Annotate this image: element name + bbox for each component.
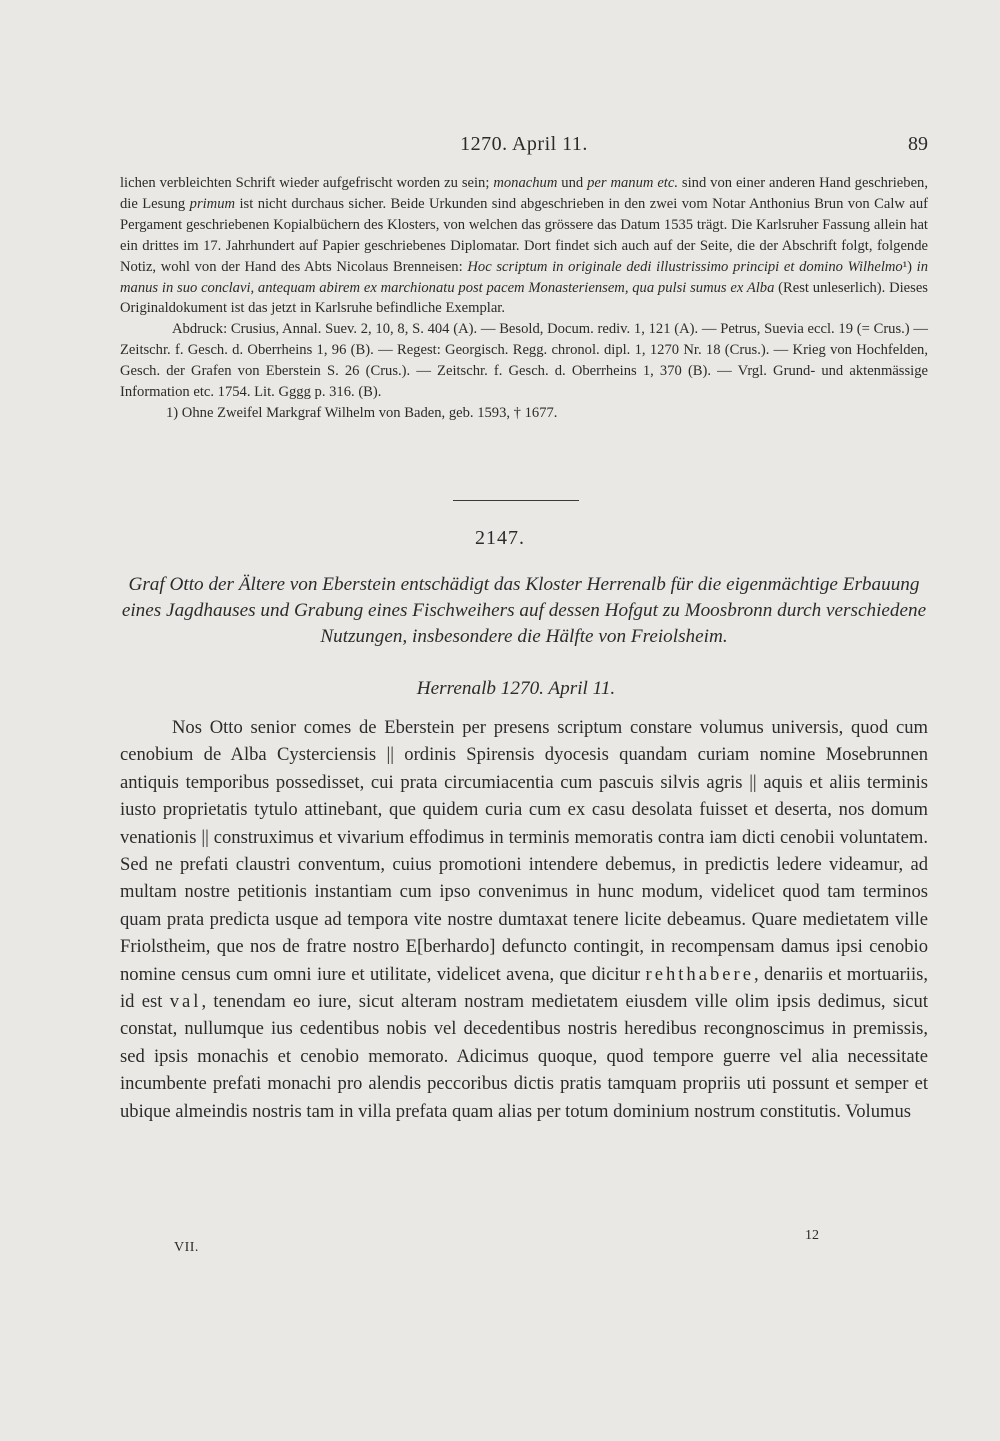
notes-text: und	[557, 175, 588, 191]
page-number: 89	[908, 133, 928, 155]
notes-text: sind von einer anderen Hand geschrieben, die Lesung	[120, 175, 928, 212]
notes-latin-quote: Hoc scriptum in originale dedi illustrissimo principi et domino Wilhelmo	[467, 258, 903, 275]
signature-mark: VII.	[174, 1240, 199, 1255]
notes-italic: monachum	[493, 175, 558, 191]
latin-text-paragraph	[120, 714, 928, 1125]
notes-paragraph	[120, 173, 928, 319]
editorial-notes	[120, 173, 928, 424]
footnote-marker: ¹)	[902, 258, 912, 275]
latin-text: , denariis et mortuariis, id est	[120, 963, 928, 1013]
document-dateline: Herrenalb 1270. April 11.	[416, 678, 616, 699]
sheet-number: 12	[805, 1228, 819, 1243]
latin-text-spaced: val	[169, 991, 202, 1013]
document-number: 2147.	[475, 527, 525, 549]
document-text	[120, 714, 928, 1125]
notes-text: lichen verbleichten Schrift wieder aufgefrischt worden zu sein;	[120, 175, 494, 191]
notes-text: ist nicht durchaus sicher. Beide Urkunden sind abgeschrieben in den zwei vom Notar Anthonius Brun von Calw auf Pergament geschriebenen Kopialbüchern des Klosters, von welchen das grössere das Datum 1535 trägt. Die Karlsruher Fassung allein hat ein drittes im 17. Jahrhundert auf Papier geschriebenes Diplomatar. Dort findet sich auch auf der Seite, die der Abschrift folgt, folgende Notiz, wohl von der Hand des Abts Nicolaus Brenneisen:	[120, 195, 928, 275]
footnote: 1) Ohne Zweifel Markgraf Wilhelm von Baden, geb. 1593, † 1677.	[166, 404, 558, 421]
notes-italic: per manum etc.	[587, 175, 678, 191]
latin-text-spaced: rehthabere	[645, 963, 754, 985]
latin-text: Nos Otto senior comes de Eberstein per presens scriptum constare volumus universis, quod cum cenobium de Alba Cysterciensis || ordinis Spirensis dyocesis quandam curiam nomine Mosebrunnen antiquis temporibus possedisset, cui prata circumiacentia cum pascuis silvis agris || aquis et aliis terminis iusto proprietatis tytulo attinebant, que quidem curia cum ex casu desolata fuisset et deserta, nos domum venationis || construximus et vivarium effodimus in terminis memoratis contra iam dicti cenobii voluntatem. Sed ne prefati claustri conventum, cuius promotioni intendere debemus, in predictis ledere videamur, ad multam nostre petitionis instantiam cum ipso convenimus in hunc modum, videlicet quod tam terminos quam prata predicta usque ad tempora vite nostre dumtaxat tenere licite debeamus. Quare medietatem ville Friolstheim, que nos de fratre nostro E[berhardo] defuncto contingit, in recompensam damus ipsi cenobio nomine census cum omni iure et utilitate, videlicet avena, que dicitur	[120, 717, 928, 985]
running-head	[120, 133, 928, 161]
prints-paragraph: Abdruck: Crusius, Annal. Suev. 2, 10, 8, S. 404 (A). — Besold, Docum. rediv. 1, 121 (A). — Petrus, Suevia eccl. 19 (= Crus.) — Zeitschr. f. Gesch. d. Oberrheins 1, 96 (B). — Regest: Georgisch. Regg. chronol. dipl. 1, 1270 Nr. 18 (Crus.). — Krieg von Hochfelden, Gesch. der Grafen von Eberstein S. 26 (Crus.). — Zeitschr. f. Gesch. d. Oberrheins 1, 370 (B). — Vrgl. Grund- und aktenmässige Information etc. 1754. Lit. Gggg p. 316. (B).	[120, 321, 928, 401]
notes-latin-quote: in manus in suo conclavi, antequam abirem ex marchionatu post pacem Monasteriensem, qua pulsi sumus ex Alba	[120, 258, 929, 296]
running-head-title: 1270. April 11.	[460, 133, 588, 155]
notes-italic: primum	[189, 195, 236, 212]
section-divider	[453, 500, 579, 501]
latin-text: , tenendam eo iure, sicut alteram nostram medietatem eiusdem ville olim ipsis dedimus, sicut constat, nullumque ius cedentibus nobis vel decedentibus nostris heredibus recongnoscimus in premissis, sed ipsis monachis et cenobio memorato. Adicimus quoque, quod tempore guerre vel alia necessitate incumbente prefati monachi pro alendis peccoribus dictis pratis tamquam propriis uti possunt et semper et ubique almeindis nostris tam in villa prefata quam alias per totum dominium nostrum constitutis. Volumus	[120, 991, 929, 1122]
notes-text: (Rest unleserlich). Dieses Originaldokument ist das jetzt in Karlsruhe befindliche Exemplar.	[120, 279, 928, 317]
document-regest: Graf Otto der Ältere von Eberstein entschädigt das Kloster Herrenalb für die eigenmächtige Erbauung eines Jagdhauses und Grabung eines Fischweihers auf dessen Hofgut zu Moosbronn durch verschiedene Nutzungen, insbesondere die Hälfte von Freiolsheim.	[121, 574, 927, 647]
